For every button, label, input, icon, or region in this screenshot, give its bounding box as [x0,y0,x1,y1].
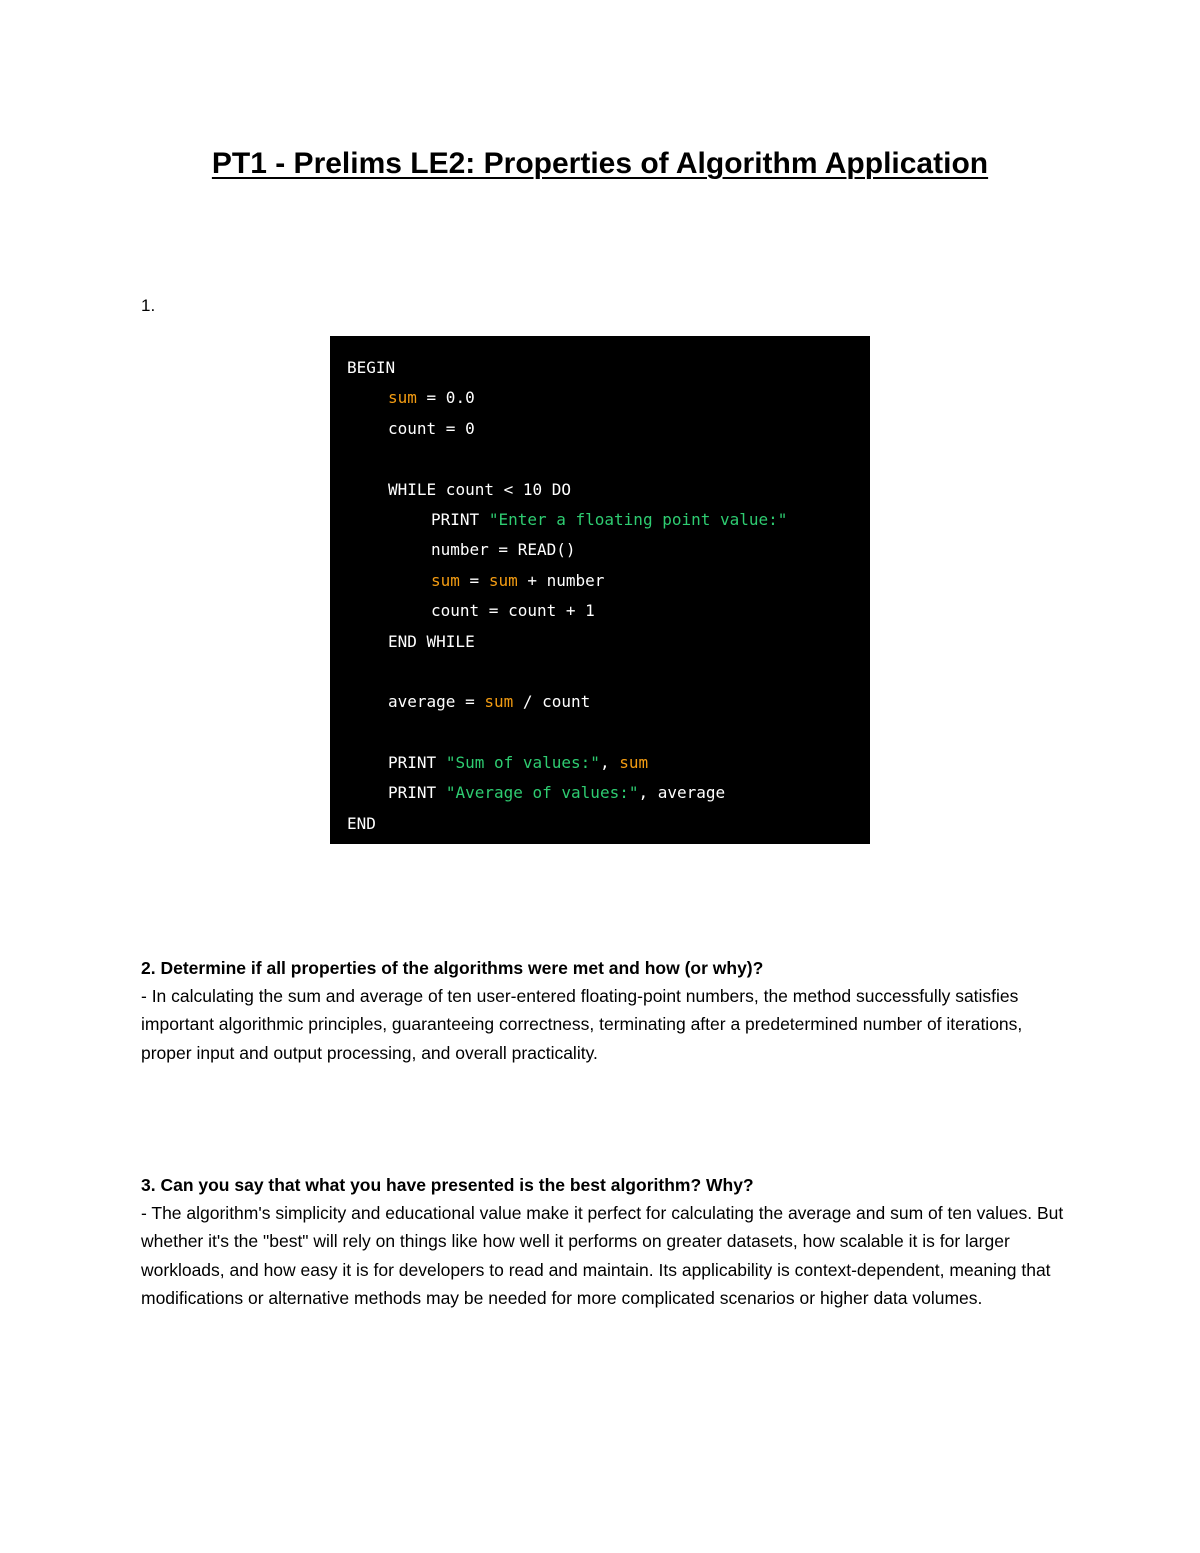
code-line [330,475,870,505]
code-line [330,596,870,626]
code-line [330,687,870,717]
question-2-section [141,954,1066,1067]
code-token: , [599,753,620,773]
question-2: 2. Determine if all properties of the algorithms were met and how (or why)? [141,958,764,978]
code-token: + number [517,570,605,590]
question-3-section [141,1171,1066,1312]
code-token [436,783,446,802]
code-token: WHILE [388,479,437,499]
code-token: "Sum of values:" [445,753,600,773]
code-token: number = READ() [431,540,576,560]
code-token: "Enter a floating point value:" [488,509,788,529]
code-token: sum [484,692,514,712]
code-token: PRINT [431,509,480,529]
code-line [330,748,870,778]
code-line [330,627,870,657]
code-line [330,505,870,535]
code-token: sum [388,388,417,408]
code-token: = [459,570,489,590]
code-token [479,510,489,529]
code-line [330,383,870,413]
code-line [330,566,870,596]
code-token: count < 10 [436,479,552,499]
code-line [330,718,870,748]
code-token: count = 0 [388,418,475,438]
code-token: sum [619,753,649,773]
item-number: 1. [141,296,156,315]
code-token: , average [638,783,726,803]
code-line [330,809,870,839]
code-token: sum [431,570,460,590]
code-line [330,778,870,808]
code-line [330,414,870,444]
code-token: average = [388,692,485,712]
code-line [330,657,870,687]
question-3: 3. Can you say that what you have presented is the best algorithm? Why? [141,1175,754,1195]
code-line [330,535,870,565]
answer-3: - The algorithm's simplicity and educational value make it perfect for calculating the average and sum of ten values. But whether it's the "best" will rely on things like how well it performs on greater datasets, how scalable it is for larger workloads, and how easy it is for developers to read and maintain. Its applicability is context-dependent, meaning that modifications or alternative methods may be needed for more complicated scenarios or higher data volumes. [141,1203,1064,1308]
code-token: DO [551,479,572,499]
code-token: END WHILE [388,631,475,651]
code-token: PRINT [388,753,437,773]
code-token: count = count + 1 [431,601,595,621]
answer-2: - In calculating the sum and average of ten user-entered floating-point numbers, the method successfully satisfies important algorithmic principles, guaranteeing correctness, terminating after a predetermined number of iterations, proper input and output processing, and overall practicality. [141,986,1023,1063]
code-block [330,336,870,844]
code-token: "Average of values:" [445,783,639,803]
code-token: sum [488,570,518,590]
code-token: = 0.0 [416,388,475,408]
page-title: PT1 - Prelims LE2: Properties of Algorithm Application [211,147,989,180]
code-token: END [347,813,376,833]
code-token: / count [513,692,591,712]
code-line [330,353,870,383]
code-line [330,444,870,474]
code-token: PRINT [388,783,437,803]
code-token: BEGIN [347,358,396,377]
code-token [436,753,446,772]
